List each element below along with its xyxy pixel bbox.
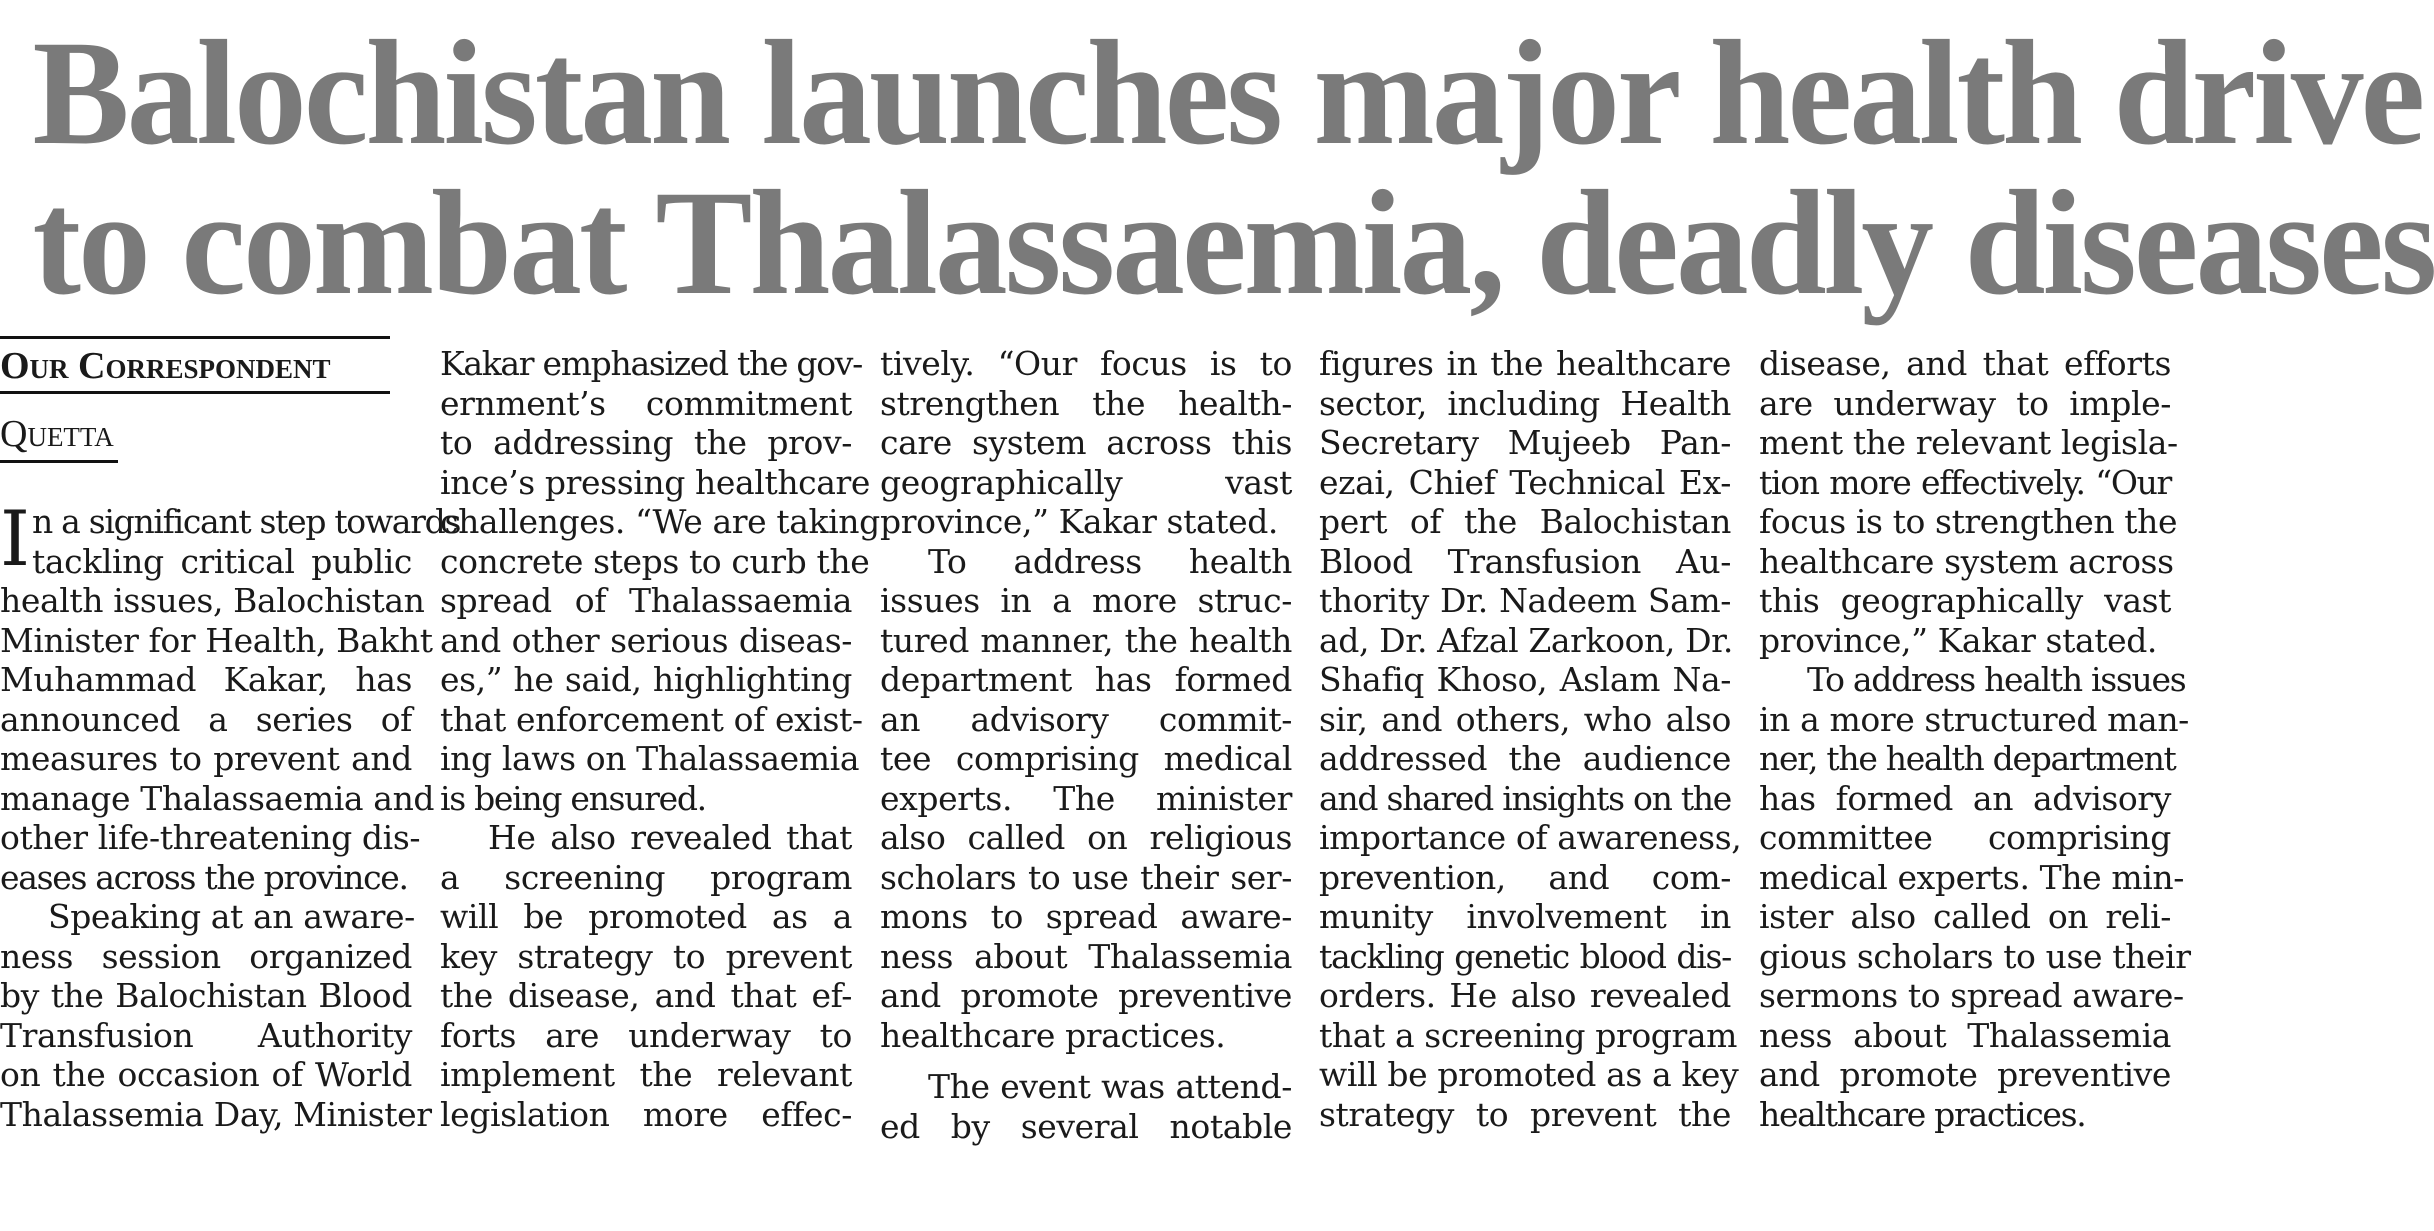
- text-line: ing laws on Thalassaemia: [440, 739, 860, 778]
- text-line: are underway to imple-: [1759, 383, 2171, 423]
- text-line: experts. The minister: [880, 778, 1292, 818]
- text-line: gious scholars to use their: [1759, 936, 2191, 976]
- article-column-2: [440, 344, 880, 1134]
- article-column-4: [1319, 344, 1742, 1134]
- text-line: sir, and others, who also: [1319, 699, 1731, 739]
- text-line: ner, the health department: [1759, 739, 2176, 778]
- text-line: ness session organized: [0, 936, 412, 976]
- article-column-5: [1759, 344, 2191, 1134]
- text-line: tion more effectively. “Our: [1759, 462, 2171, 502]
- text-line: tackling critical public: [32, 541, 412, 581]
- text-line: and promote preventive: [1759, 1055, 2171, 1094]
- text-line: in a more structured man-: [1759, 699, 2189, 739]
- text-line: strategy to prevent the: [1319, 1094, 1731, 1134]
- text-line: measures to prevent and: [0, 739, 412, 778]
- text-line: ness about Thalassemia: [880, 936, 1292, 976]
- text-line: healthcare practices.: [1759, 1094, 2086, 1134]
- text-line: department has formed: [880, 660, 1292, 699]
- text-line: He also revealed that: [488, 818, 852, 857]
- text-line: this geographically vast: [1759, 581, 2171, 620]
- text-line: ister also called on reli-: [1759, 897, 2171, 936]
- text-line: committee comprising: [1759, 818, 2171, 857]
- text-line: ernment’s commitment: [440, 383, 852, 423]
- text-line: legislation more effec-: [440, 1094, 852, 1134]
- text-line: Minister for Health, Bakht: [0, 620, 433, 660]
- text-line: addressed the audience: [1319, 739, 1731, 778]
- text-line: tively. “Our focus is to: [880, 344, 1292, 383]
- text-line: prevention, and com-: [1319, 857, 1731, 897]
- text-line: Shafiq Khoso, Aslam Na-: [1319, 660, 1731, 699]
- text-line: and shared insights on the: [1319, 778, 1731, 818]
- text-line: Thalassemia Day, Minister: [0, 1094, 432, 1134]
- text-line: medical experts. The min-: [1759, 857, 2184, 897]
- text-line: figures in the healthcare: [1319, 344, 1731, 383]
- text-line: ad, Dr. Afzal Zarkoon, Dr.: [1319, 620, 1733, 660]
- text-line: Blood Transfusion Au-: [1319, 541, 1731, 581]
- text-line: sector, including Health: [1319, 383, 1731, 423]
- byline-bottom-rule: [0, 391, 390, 394]
- text-line: the disease, and that ef-: [440, 976, 852, 1015]
- article-column-3: [880, 344, 1292, 1146]
- text-line: forts are underway to: [440, 1015, 852, 1055]
- text-line: on the occasion of World: [0, 1055, 412, 1094]
- text-line: healthcare practices.: [880, 1015, 1226, 1055]
- text-line: orders. He also revealed: [1319, 976, 1731, 1015]
- text-line: other life-threatening dis-: [0, 818, 421, 857]
- text-line: The event was attend-: [928, 1067, 1292, 1106]
- text-line: key strategy to prevent: [440, 936, 852, 976]
- text-line: Muhammad Kakar, has: [0, 660, 412, 699]
- text-line: scholars to use their ser-: [880, 857, 1292, 897]
- text-line: a screening program: [440, 857, 852, 897]
- text-line: that a screening program: [1319, 1015, 1738, 1055]
- headline: [0, 10, 2434, 326]
- text-line: tackling genetic blood dis-: [1319, 936, 1731, 976]
- text-line: ince’s pressing healthcare: [440, 462, 871, 502]
- text-line: has formed an advisory: [1759, 778, 2171, 818]
- text-line: munity involvement in: [1319, 897, 1731, 936]
- text-line: province,” Kakar stated.: [1759, 620, 2158, 660]
- text-line: thority Dr. Nadeem Sam-: [1319, 581, 1731, 620]
- text-line: focus is to strengthen the: [1759, 502, 2178, 541]
- text-line: ezai, Chief Technical Ex-: [1319, 462, 1731, 502]
- text-line: province,” Kakar stated.: [880, 502, 1279, 541]
- text-line: mons to spread aware-: [880, 897, 1292, 936]
- text-line: announced a series of: [0, 699, 412, 739]
- text-line: To address health: [928, 541, 1292, 581]
- text-line: n a significant step towards: [32, 502, 461, 541]
- text-line: health issues, Balochistan: [0, 581, 425, 620]
- paragraph-gap: [880, 1055, 1292, 1067]
- text-line: by the Balochistan Blood: [0, 976, 412, 1015]
- text-line: that enforcement of exist-: [440, 699, 863, 739]
- text-line: implement the relevant: [440, 1055, 852, 1094]
- text-line: disease, and that efforts: [1759, 344, 2171, 383]
- byline-block: [0, 336, 390, 463]
- text-line: concrete steps to curb the: [440, 541, 870, 581]
- text-line: ment the relevant legisla-: [1759, 423, 2178, 462]
- text-line: to addressing the prov-: [440, 423, 852, 462]
- text-line: geographically vast: [880, 462, 1292, 502]
- text-line: is being ensured.: [440, 778, 706, 818]
- text-line: ness about Thalassemia: [1759, 1015, 2171, 1055]
- text-line: Secretary Mujeeb Pan-: [1319, 423, 1731, 462]
- text-line: pert of the Balochistan: [1319, 502, 1731, 541]
- text-line: tee comprising medical: [880, 739, 1292, 778]
- text-line: manage Thalassaemia and: [0, 778, 435, 818]
- drop-cap: I: [0, 494, 31, 583]
- text-line: strengthen the health-: [880, 383, 1292, 423]
- text-line: Transfusion Authority: [0, 1015, 412, 1055]
- text-line: and other serious diseas-: [440, 620, 852, 660]
- text-line: also called on religious: [880, 818, 1292, 857]
- text-line: eases across the province.: [0, 857, 408, 897]
- text-line: importance of awareness,: [1319, 818, 1742, 857]
- text-line: healthcare system across: [1759, 541, 2174, 581]
- text-line: tured manner, the health: [880, 620, 1292, 660]
- byline: Our Correspondent: [0, 345, 331, 387]
- text-line: challenges. “We are taking: [440, 502, 880, 541]
- text-line: will be promoted as a: [440, 897, 852, 936]
- text-line: Kakar emphasized the gov-: [440, 344, 862, 383]
- text-line: and promote preventive: [880, 976, 1292, 1015]
- text-line: sermons to spread aware-: [1759, 976, 2184, 1015]
- headline-line-2: to combat Thalassaemia, deadly diseases: [32, 160, 2434, 326]
- text-line: an advisory commit-: [880, 699, 1292, 739]
- text-line: issues in a more struc-: [880, 581, 1292, 620]
- text-line: care system across this: [880, 423, 1292, 462]
- text-line: es,” he said, highlighting: [440, 660, 852, 699]
- dateline: Quetta: [0, 408, 118, 463]
- text-line: Speaking at an aware-: [48, 897, 415, 936]
- text-line: ed by several notable: [880, 1106, 1292, 1146]
- text-line: spread of Thalassaemia: [440, 581, 852, 620]
- text-line: To address health issues: [1807, 660, 2186, 699]
- text-line: will be promoted as a key: [1319, 1055, 1739, 1094]
- headline-line-1: Balochistan launches major health drive: [32, 10, 2423, 176]
- article-column-1: [0, 494, 461, 1134]
